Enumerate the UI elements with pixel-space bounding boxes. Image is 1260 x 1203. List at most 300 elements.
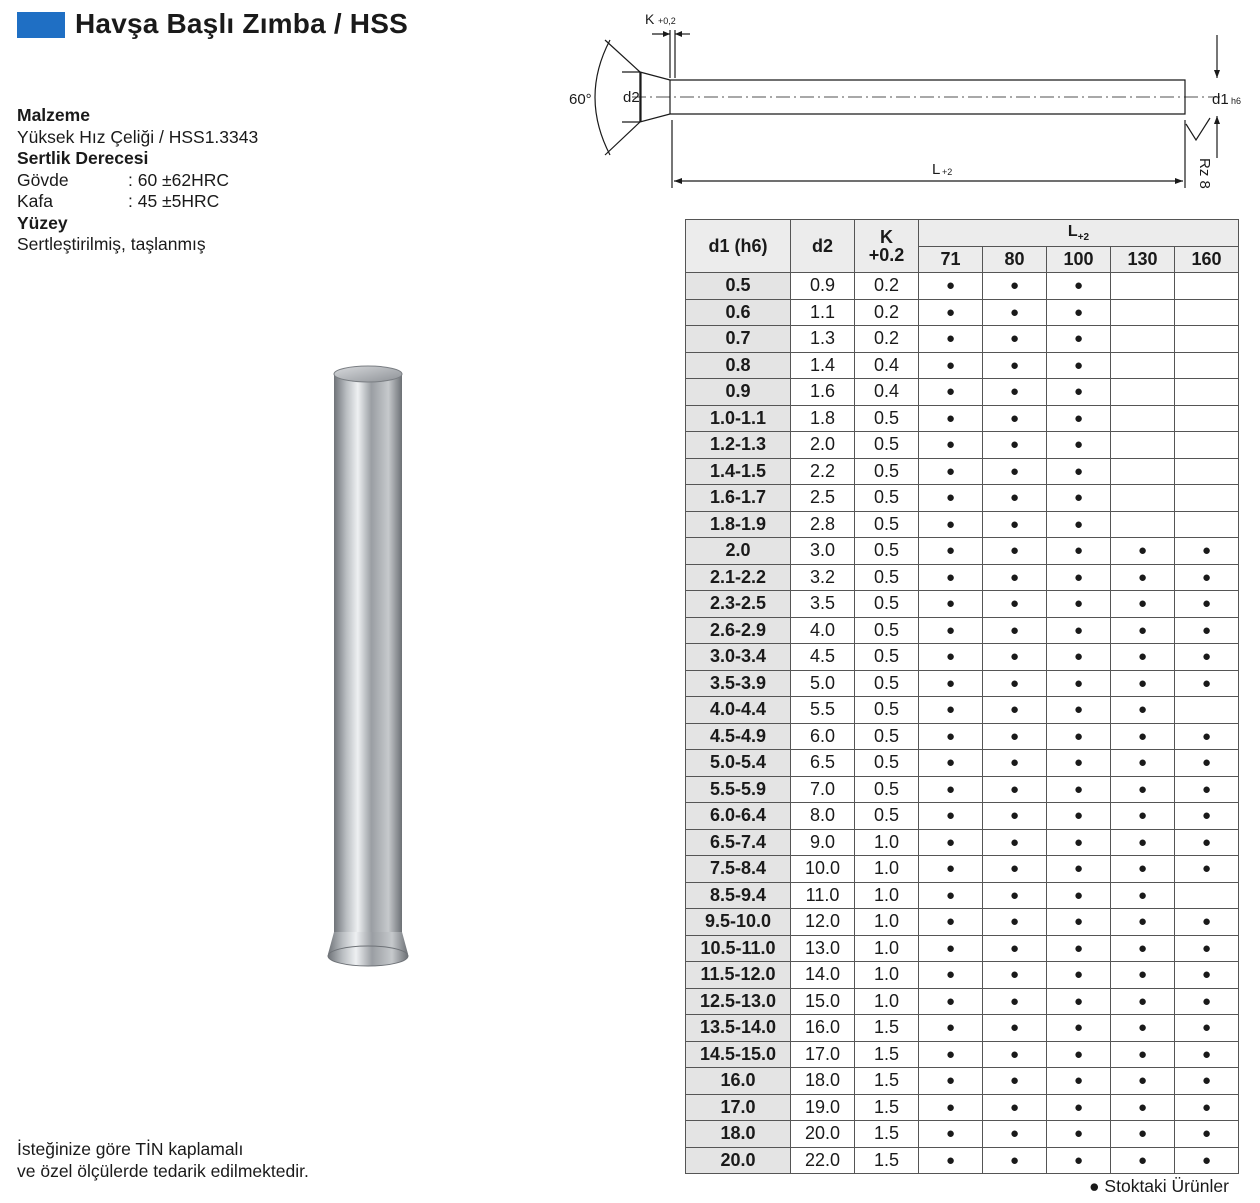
cell-stock-160: ● [1175,617,1239,644]
header-length-80: 80 [983,246,1047,273]
cell-stock-160: ● [1175,1068,1239,1095]
cell-d2: 14.0 [791,962,855,989]
cell-stock-71: ● [919,538,983,565]
stock-legend: ● Stoktaki Ürünler [1089,1176,1229,1196]
cell-stock-130: ● [1111,909,1175,936]
cell-stock-160: ● [1175,591,1239,618]
cell-d1: 8.5-9.4 [686,882,791,909]
cell-stock-71: ● [919,617,983,644]
cell-stock-100: ● [1047,299,1111,326]
table-row [686,511,1239,538]
table-row [686,1041,1239,1068]
cell-k: 0.5 [855,485,919,512]
cell-stock-100: ● [1047,882,1111,909]
cell-stock-160 [1175,432,1239,459]
cell-stock-80: ● [983,511,1047,538]
cell-stock-130 [1111,485,1175,512]
cell-d2: 6.0 [791,723,855,750]
cell-stock-80: ● [983,591,1047,618]
cell-stock-80: ● [983,988,1047,1015]
header-length-100: 100 [1047,246,1111,273]
cell-stock-160: ● [1175,829,1239,856]
cell-stock-160: ● [1175,670,1239,697]
cell-stock-130: ● [1111,829,1175,856]
cell-d1: 6.0-6.4 [686,803,791,830]
coating-note-line1: İsteğinize göre TİN kaplamalı [17,1139,244,1159]
hardness-heading: Sertlik Derecesi [17,148,149,168]
cell-stock-130: ● [1111,1041,1175,1068]
table-row [686,670,1239,697]
table-row [686,1015,1239,1042]
cell-stock-100: ● [1047,405,1111,432]
cell-d2: 3.2 [791,564,855,591]
cell-d1: 1.8-1.9 [686,511,791,538]
cell-stock-100: ● [1047,803,1111,830]
table-row [686,935,1239,962]
cell-d1: 20.0 [686,1147,791,1174]
roughness-label: Rz 8 [1196,158,1213,189]
cell-stock-80: ● [983,1121,1047,1148]
cell-stock-160 [1175,326,1239,353]
cell-stock-100: ● [1047,962,1111,989]
table-row [686,988,1239,1015]
punch-product-image [322,362,418,974]
cell-k: 1.0 [855,988,919,1015]
cell-k: 0.5 [855,458,919,485]
cell-stock-71: ● [919,776,983,803]
cell-k: 1.0 [855,962,919,989]
cell-stock-71: ● [919,644,983,671]
cell-stock-130: ● [1111,538,1175,565]
cell-stock-80: ● [983,882,1047,909]
cell-stock-80: ● [983,935,1047,962]
cell-d1: 1.4-1.5 [686,458,791,485]
cell-k: 0.5 [855,697,919,724]
cell-stock-160 [1175,405,1239,432]
cell-stock-71: ● [919,750,983,777]
cell-stock-71: ● [919,352,983,379]
cell-k: 1.5 [855,1015,919,1042]
cell-stock-100: ● [1047,935,1111,962]
cell-stock-80: ● [983,723,1047,750]
cell-d2: 2.0 [791,432,855,459]
table-row [686,829,1239,856]
table-row [686,697,1239,724]
table-row [686,776,1239,803]
material-spec-block [17,105,258,256]
table-row [686,352,1239,379]
cell-stock-71: ● [919,803,983,830]
table-row [686,326,1239,353]
cell-stock-130 [1111,352,1175,379]
cell-d1: 3.0-3.4 [686,644,791,671]
cell-stock-100: ● [1047,1015,1111,1042]
table-row [686,273,1239,300]
cell-k: 1.0 [855,882,919,909]
cell-stock-100: ● [1047,352,1111,379]
cell-stock-160: ● [1175,1094,1239,1121]
cell-stock-71: ● [919,1041,983,1068]
cell-stock-80: ● [983,538,1047,565]
table-row [686,1094,1239,1121]
cell-d1: 2.1-2.2 [686,564,791,591]
cell-d2: 5.0 [791,670,855,697]
cell-stock-80: ● [983,697,1047,724]
cell-d1: 5.0-5.4 [686,750,791,777]
cell-stock-71: ● [919,564,983,591]
table-row [686,644,1239,671]
cell-stock-71: ● [919,273,983,300]
table-row [686,538,1239,565]
cell-d1: 0.9 [686,379,791,406]
cell-k: 1.5 [855,1041,919,1068]
material-value: Yüksek Hız Çeliği / HSS1.3343 [17,126,259,147]
cell-k: 0.2 [855,273,919,300]
l-dimension-label: L [932,161,941,178]
cell-k: 0.5 [855,538,919,565]
table-row [686,909,1239,936]
cell-stock-80: ● [983,670,1047,697]
header-length-71: 71 [919,246,983,273]
cell-d1: 0.5 [686,273,791,300]
cell-d1: 0.8 [686,352,791,379]
d2-label: d2 [623,89,640,106]
cell-stock-160: ● [1175,962,1239,989]
cell-stock-130 [1111,458,1175,485]
cell-stock-160: ● [1175,909,1239,936]
cell-stock-80: ● [983,644,1047,671]
cell-stock-71: ● [919,856,983,883]
cell-d1: 9.5-10.0 [686,909,791,936]
cell-stock-130: ● [1111,750,1175,777]
cell-stock-100: ● [1047,909,1111,936]
cell-d1: 0.6 [686,299,791,326]
body-value: : 60 ±62HRC [128,169,230,190]
table-row [686,379,1239,406]
technical-drawing [560,0,1260,200]
cell-k: 0.5 [855,776,919,803]
table-row [686,617,1239,644]
coating-note-line2: ve özel ölçülerde tedarik edilmektedir. [17,1161,309,1181]
cell-stock-80: ● [983,1041,1047,1068]
cell-d1: 14.5-15.0 [686,1041,791,1068]
cell-stock-80: ● [983,432,1047,459]
cell-d2: 1.4 [791,352,855,379]
cell-stock-100: ● [1047,564,1111,591]
cell-stock-130: ● [1111,988,1175,1015]
table-row [686,856,1239,883]
cell-stock-160 [1175,352,1239,379]
cell-k: 0.2 [855,299,919,326]
cell-stock-130: ● [1111,564,1175,591]
cell-d2: 20.0 [791,1121,855,1148]
cell-stock-130 [1111,326,1175,353]
table-row [686,485,1239,512]
hardness-body-row [17,170,258,192]
cell-d1: 4.5-4.9 [686,723,791,750]
cell-stock-80: ● [983,1068,1047,1095]
cell-d2: 2.8 [791,511,855,538]
cell-d1: 17.0 [686,1094,791,1121]
cell-k: 0.5 [855,644,919,671]
head-label: Kafa [17,191,53,211]
cell-stock-130: ● [1111,697,1175,724]
cell-d1: 12.5-13.0 [686,988,791,1015]
cell-stock-80: ● [983,776,1047,803]
cell-d2: 2.2 [791,458,855,485]
cell-stock-71: ● [919,432,983,459]
cell-stock-71: ● [919,379,983,406]
cell-stock-160 [1175,299,1239,326]
coating-note [17,1138,309,1182]
cell-d2: 17.0 [791,1041,855,1068]
cell-stock-100: ● [1047,750,1111,777]
cell-stock-100: ● [1047,379,1111,406]
cell-stock-130: ● [1111,882,1175,909]
dimension-table [685,219,1239,1174]
cell-d2: 2.5 [791,485,855,512]
cell-stock-130 [1111,432,1175,459]
cell-stock-100: ● [1047,591,1111,618]
cell-d2: 3.5 [791,591,855,618]
table-row [686,1121,1239,1148]
surface-value: Sertleştirilmiş, taşlanmış [17,234,206,254]
cell-stock-71: ● [919,723,983,750]
cell-d1: 18.0 [686,1121,791,1148]
cell-stock-80: ● [983,856,1047,883]
cell-d2: 16.0 [791,1015,855,1042]
table-row [686,750,1239,777]
cell-stock-100: ● [1047,723,1111,750]
cell-stock-71: ● [919,1147,983,1174]
cell-stock-100: ● [1047,829,1111,856]
cell-stock-80: ● [983,1094,1047,1121]
cell-stock-160: ● [1175,803,1239,830]
cell-stock-160: ● [1175,1015,1239,1042]
cell-d1: 1.2-1.3 [686,432,791,459]
table-row [686,803,1239,830]
cell-stock-80: ● [983,273,1047,300]
cell-stock-100: ● [1047,1041,1111,1068]
cell-stock-71: ● [919,697,983,724]
cell-k: 0.2 [855,326,919,353]
cell-stock-130 [1111,273,1175,300]
cell-stock-100: ● [1047,273,1111,300]
header-length-160: 160 [1175,246,1239,273]
cell-d2: 1.8 [791,405,855,432]
cell-stock-71: ● [919,829,983,856]
cell-d2: 12.0 [791,909,855,936]
cell-d1: 2.6-2.9 [686,617,791,644]
table-row [686,723,1239,750]
cell-k: 1.5 [855,1068,919,1095]
cell-k: 0.5 [855,432,919,459]
header-k: K +0.2 [855,220,919,273]
cell-d1: 2.3-2.5 [686,591,791,618]
cell-k: 0.5 [855,511,919,538]
cell-d2: 0.9 [791,273,855,300]
cell-stock-80: ● [983,803,1047,830]
cell-k: 1.0 [855,829,919,856]
cell-k: 1.0 [855,935,919,962]
cell-stock-130: ● [1111,1147,1175,1174]
cell-d1: 10.5-11.0 [686,935,791,962]
cell-stock-160: ● [1175,1041,1239,1068]
cell-d2: 13.0 [791,935,855,962]
cell-d1: 3.5-3.9 [686,670,791,697]
cell-stock-71: ● [919,1015,983,1042]
cell-stock-100: ● [1047,538,1111,565]
table-row [686,1068,1239,1095]
cell-d2: 15.0 [791,988,855,1015]
cell-stock-71: ● [919,670,983,697]
cell-stock-100: ● [1047,697,1111,724]
cell-stock-160: ● [1175,935,1239,962]
cell-stock-80: ● [983,564,1047,591]
cell-stock-71: ● [919,326,983,353]
cell-stock-130: ● [1111,803,1175,830]
angle-label: 60° [569,91,592,108]
cell-d2: 3.0 [791,538,855,565]
cell-k: 0.5 [855,670,919,697]
cell-d2: 4.5 [791,644,855,671]
cell-k: 0.5 [855,564,919,591]
table-row [686,591,1239,618]
cell-stock-100: ● [1047,856,1111,883]
cell-k: 0.4 [855,352,919,379]
cell-stock-130: ● [1111,935,1175,962]
cell-stock-80: ● [983,750,1047,777]
cell-stock-160 [1175,485,1239,512]
cell-stock-130 [1111,405,1175,432]
cell-stock-130 [1111,379,1175,406]
cell-stock-80: ● [983,617,1047,644]
cell-stock-100: ● [1047,485,1111,512]
cell-stock-80: ● [983,1147,1047,1174]
cell-stock-71: ● [919,882,983,909]
cell-stock-71: ● [919,962,983,989]
cell-stock-71: ● [919,511,983,538]
cell-d1: 4.0-4.4 [686,697,791,724]
cell-k: 0.5 [855,405,919,432]
table-row [686,962,1239,989]
cell-stock-80: ● [983,1015,1047,1042]
cell-stock-160 [1175,511,1239,538]
cell-d2: 22.0 [791,1147,855,1174]
table-row [686,299,1239,326]
cell-stock-130: ● [1111,591,1175,618]
k-dimension-tolerance: +0,2 [658,16,676,26]
cell-stock-71: ● [919,1068,983,1095]
cell-stock-130: ● [1111,1121,1175,1148]
cell-k: 0.5 [855,750,919,777]
cell-stock-100: ● [1047,511,1111,538]
cell-d2: 1.1 [791,299,855,326]
cell-d2: 1.6 [791,379,855,406]
material-heading: Malzeme [17,105,90,125]
cell-stock-80: ● [983,299,1047,326]
cell-d2: 8.0 [791,803,855,830]
cell-stock-160: ● [1175,776,1239,803]
cell-k: 1.5 [855,1147,919,1174]
d1-tolerance: h6 [1231,96,1242,106]
cell-stock-100: ● [1047,1147,1111,1174]
title-accent-bar [17,12,65,38]
cell-stock-160: ● [1175,750,1239,777]
cell-stock-100: ● [1047,644,1111,671]
cell-d1: 1.6-1.7 [686,485,791,512]
cell-d1: 13.5-14.0 [686,1015,791,1042]
table-row [686,405,1239,432]
cell-d1: 6.5-7.4 [686,829,791,856]
cell-stock-130: ● [1111,617,1175,644]
cell-stock-160 [1175,697,1239,724]
body-label: Gövde [17,169,69,190]
cell-stock-160: ● [1175,564,1239,591]
cell-stock-130: ● [1111,723,1175,750]
cell-k: 1.5 [855,1094,919,1121]
cell-stock-100: ● [1047,988,1111,1015]
cell-stock-160: ● [1175,644,1239,671]
cell-stock-80: ● [983,352,1047,379]
cell-stock-160: ● [1175,988,1239,1015]
cell-stock-160 [1175,379,1239,406]
surface-heading: Yüzey [17,212,68,233]
cell-d2: 5.5 [791,697,855,724]
cell-stock-80: ● [983,909,1047,936]
cell-stock-130: ● [1111,1094,1175,1121]
cell-stock-71: ● [919,299,983,326]
cell-k: 0.5 [855,803,919,830]
cell-d2: 11.0 [791,882,855,909]
cell-d1: 2.0 [686,538,791,565]
cell-stock-130: ● [1111,962,1175,989]
cell-k: 1.0 [855,909,919,936]
cell-stock-130: ● [1111,776,1175,803]
cell-d1: 0.7 [686,326,791,353]
cell-k: 1.0 [855,856,919,883]
cell-stock-100: ● [1047,1121,1111,1148]
cell-d1: 16.0 [686,1068,791,1095]
cell-d1: 7.5-8.4 [686,856,791,883]
cell-d2: 1.3 [791,326,855,353]
table-row [686,564,1239,591]
cell-stock-100: ● [1047,326,1111,353]
table-row [686,882,1239,909]
cell-stock-160 [1175,458,1239,485]
cell-stock-71: ● [919,1121,983,1148]
cell-stock-71: ● [919,485,983,512]
cell-stock-80: ● [983,962,1047,989]
cell-stock-130: ● [1111,670,1175,697]
header-length: $L_{+2}$ [919,220,1239,247]
head-value: : 45 ±5HRC [128,191,220,211]
cell-d2: 18.0 [791,1068,855,1095]
cell-stock-130: ● [1111,644,1175,671]
header-d2: d2 [791,220,855,273]
cell-stock-71: ● [919,1094,983,1121]
cell-d2: 19.0 [791,1094,855,1121]
cell-stock-71: ● [919,988,983,1015]
cell-stock-130 [1111,299,1175,326]
hardness-head-row [17,191,258,213]
cell-stock-160: ● [1175,856,1239,883]
cell-d1: 5.5-5.9 [686,776,791,803]
table-row [686,1147,1239,1174]
cell-stock-100: ● [1047,1068,1111,1095]
cell-stock-130: ● [1111,1015,1175,1042]
cell-stock-130: ● [1111,1068,1175,1095]
